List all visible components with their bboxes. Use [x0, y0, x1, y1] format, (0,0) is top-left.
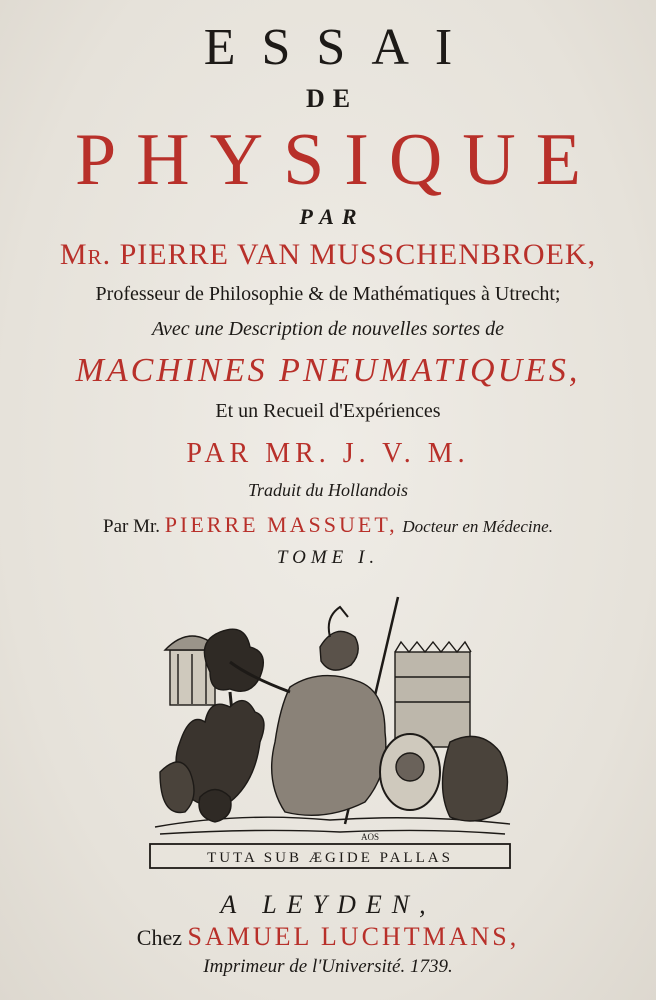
translator-par: Par Mr. — [103, 516, 161, 537]
woodcut-motto: TUTA SUB ÆGIDE PALLAS — [207, 850, 453, 866]
author-position: Professeur de Philosophie & de Mathématiques à Utrecht; — [95, 283, 561, 305]
imprint-city: A LEYDEN, — [220, 890, 436, 919]
title-physique: PHYSIQUE — [75, 119, 601, 201]
imprint-chez: Chez — [136, 925, 182, 950]
translator-title: Docteur en Médecine. — [402, 517, 553, 536]
translator-line — [0, 512, 656, 538]
imprint-printer: SAMUEL LUCHTMANS, — [187, 922, 520, 951]
description-line-1: Avec une Description de nouvelles sortes de — [151, 318, 505, 340]
translation-note: Traduit du Hollandois — [247, 480, 409, 500]
title-par: PAR — [299, 204, 365, 229]
description-machines: MACHINES PNEUMATIQUES, — [75, 352, 581, 389]
tome-label: TOME I. — [276, 547, 380, 568]
author-name: Mr. PIERRE VAN MUSSCHENBROEK, — [59, 238, 597, 271]
translator-name: PIERRE MASSUET, — [164, 512, 398, 537]
pallas-woodcut-illustration — [140, 592, 520, 877]
title-essai: ESSAI — [203, 19, 479, 76]
description-par-jvm: PAR MR. J. V. M. — [186, 438, 470, 469]
imprint-printer-line — [0, 922, 656, 952]
description-recueil: Et un Recueil d'Expériences — [215, 400, 441, 422]
woodcut-mark: AOS — [360, 832, 380, 842]
imprint-printer-title: Imprimeur de l'Université. 1739. — [203, 956, 453, 977]
title-de: DE — [305, 84, 359, 113]
